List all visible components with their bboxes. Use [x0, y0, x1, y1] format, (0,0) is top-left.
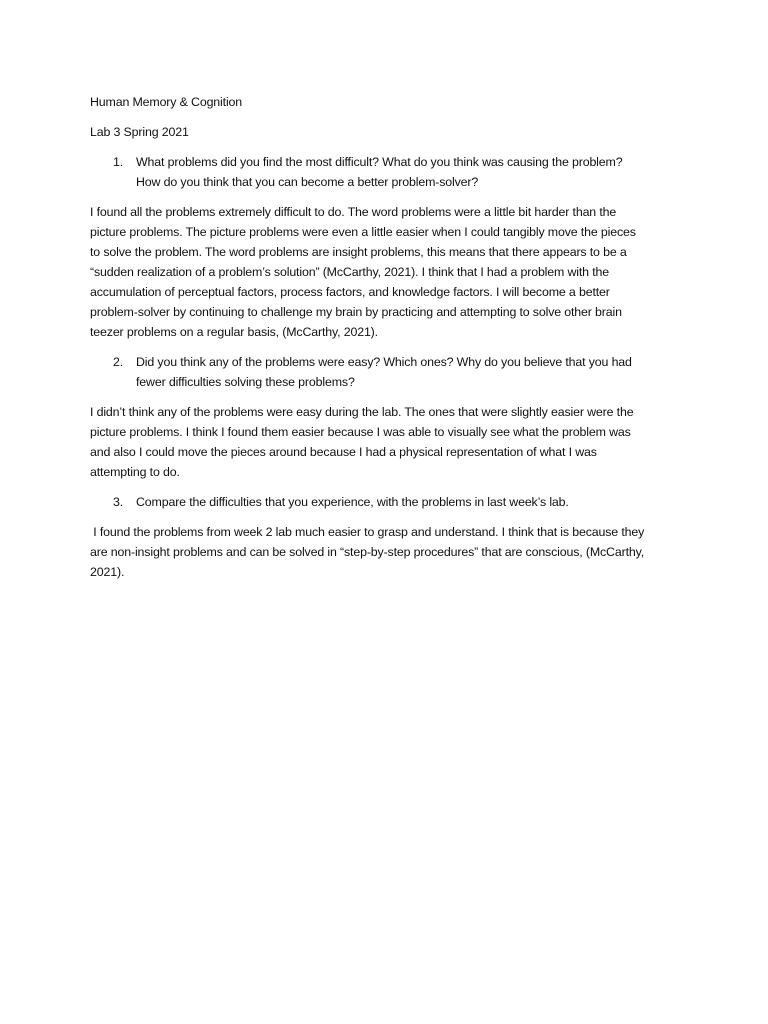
- question-3: [90, 492, 690, 512]
- lab-subtitle: Lab 3 Spring 2021: [90, 125, 189, 139]
- document-page: [90, 92, 690, 592]
- answer-line: and also I could move the pieces around because I had a physical representation of what I was: [90, 445, 597, 459]
- answer-line: attempting to do.: [90, 465, 180, 479]
- question-number: 3.: [113, 495, 124, 509]
- answer-line: accumulation of perceptual factors, process factors, and knowledge factors. I will become a better: [90, 285, 610, 299]
- answer-line: I found the problems from week 2 lab much easier to grasp and understand. I think that is because they: [90, 525, 645, 539]
- answer-line: “sudden realization of a problem’s solution” (McCarthy, 2021). I think that I had a problem with the: [90, 265, 609, 279]
- question-text: [136, 152, 690, 192]
- answer-line: I found all the problems extremely difficult to do. The word problems were a little bit harder than the: [90, 205, 617, 219]
- question-2: [90, 352, 690, 392]
- question-line: fewer difficulties solving these problems?: [136, 375, 355, 389]
- question-number: 1.: [113, 155, 124, 169]
- answer-line: problem-solver by continuing to challenge my brain by practicing and attempting to solve other brain: [90, 305, 622, 319]
- answer-line: 2021).: [90, 565, 125, 579]
- answer-line: to solve the problem. The word problems are insight problems, this means that there appears to be a: [90, 245, 627, 259]
- question-line: Compare the difficulties that you experience, with the problems in last week’s lab.: [136, 495, 569, 509]
- answer-2: [90, 402, 690, 482]
- answer-line: picture problems. The picture problems were even a little easier when I could tangibly move the pieces: [90, 225, 636, 239]
- answer-3: [90, 522, 690, 582]
- answer-line: picture problems. I think I found them easier because I was able to visually see what the problem was: [90, 425, 631, 439]
- question-1: [90, 152, 690, 192]
- answer-1: [90, 202, 690, 342]
- answer-line: are non-insight problems and can be solved in “step-by-step procedures” that are conscious, (McCarthy,: [90, 545, 645, 559]
- question-number: 2.: [113, 355, 124, 369]
- question-line: How do you think that you can become a better problem-solver?: [136, 175, 479, 189]
- question-text: [136, 352, 690, 392]
- document-title: Human Memory & Cognition: [90, 95, 243, 109]
- answer-line: teezer problems on a regular basis, (McCarthy, 2021).: [90, 325, 378, 339]
- question-line: What problems did you find the most difficult? What do you think was causing the problem?: [136, 155, 623, 169]
- question-text: [136, 492, 690, 512]
- question-line: Did you think any of the problems were easy? Which ones? Why do you believe that you had: [136, 355, 632, 369]
- answer-line: I didn’t think any of the problems were easy during the lab. The ones that were slightly easier were the: [90, 405, 634, 419]
